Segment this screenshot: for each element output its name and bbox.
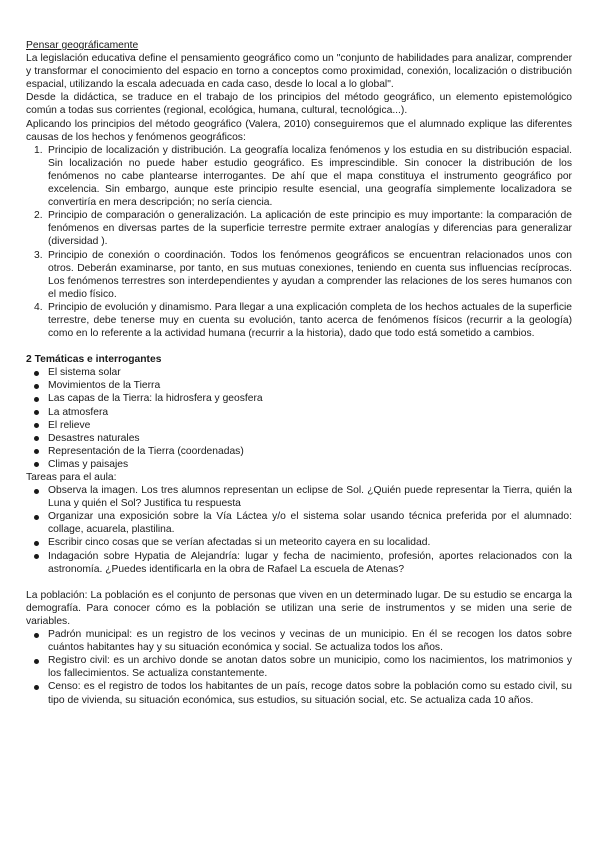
intro-paragraph: La legislación educativa define el pensamiento geográfico como un "conjunto de habilidades para analizar, comprender y transformar el conocimiento del espacio en torno a conceptos como proximidad, conexión, localización o distribución espacial, utilizando la escala adecuada en cada caso, desde lo local a lo global". — [26, 53, 572, 91]
bullet-icon — [34, 659, 39, 664]
bullet-icon — [34, 397, 39, 402]
bullet-icon — [34, 449, 39, 454]
bullet-icon — [34, 515, 39, 520]
bullet-icon — [34, 685, 39, 690]
list-item — [26, 680, 572, 706]
principle-text: Principio de evolución y dinamismo. Para llegar a una explicación completa de los hechos actuales de la superficie terrestre, debe tenerse muy en cuenta su evolución, tanto acerca de fenómenos físicos (recurrir a la geología) como en lo referente a la actividad humana (recurrir a la historia), dado que todo está sometido a cambios. — [48, 301, 572, 340]
list-item — [26, 458, 572, 471]
list-number: 2. — [34, 210, 43, 222]
list-number: 3. — [34, 249, 43, 261]
list-item — [26, 536, 572, 549]
topic-text: Climas y paisajes — [48, 458, 129, 470]
list-item — [26, 654, 572, 680]
topic-text: Movimientos de la Tierra — [48, 380, 161, 392]
population-paragraph: La población: La población es el conjunto de personas que viven en un determinado lugar. De su estudio se encarga la demografía. Para conocer cómo es la población se utilizan una serie de instrumentos y se miden una serie de variables. — [26, 589, 572, 627]
task-text: Indagación sobre Hypatia de Alejandría: lugar y fecha de nacimiento, profesión, aportes relacionados con la astronomía. ¿Puedes identificarla en la obra de Rafael La escuela de Atenas? — [48, 550, 572, 575]
intro-paragraph: Desde la didáctica, se traduce en el trabajo de los principios del método geográfico, un elemento epistemológico común a todas sus corrientes (regional, ecológica, humana, cultural, tecnológica...). — [26, 92, 572, 117]
bullet-icon — [34, 489, 39, 494]
principle-item — [26, 144, 572, 209]
list-item — [26, 392, 572, 405]
tasks-label: Tareas para el aula: — [26, 472, 117, 483]
population-item-text: Censo: es el registro de todos los habitantes de un país, recoge datos sobre la población como su estado civil, su tipo de vivienda, su situación económica, sus estudios, su situación social, etc. Se actualiza cada 10 años. — [48, 681, 572, 706]
list-item — [26, 510, 572, 536]
list-number: 4. — [34, 301, 43, 313]
principle-item — [26, 249, 572, 301]
list-item — [26, 445, 572, 458]
list-item — [26, 484, 572, 510]
section-heading-tematicas: 2 Temáticas e interrogantes — [26, 354, 162, 366]
list-item — [26, 419, 572, 432]
principle-item — [26, 301, 572, 340]
topic-text: La atmosfera — [48, 406, 109, 418]
topic-text: Representación de la Tierra (coordenadas) — [48, 445, 244, 457]
list-item — [26, 366, 572, 379]
bullet-icon — [34, 554, 39, 559]
bullet-icon — [34, 423, 39, 428]
principle-text: Principio de comparación o generalización. La aplicación de este principio es muy importante: la comparación de fenómenos en diversas partes de la superficie terrestre permite extraer analogías y diferencias para generalizar (diversidad ). — [48, 210, 572, 248]
principle-item — [26, 209, 572, 248]
list-number: 1. — [34, 144, 43, 156]
principles-list — [26, 144, 572, 340]
principle-text: Principio de localización y distribución. La geografía localiza fenómenos y los estudia en su distribución espacial. Sin localización no puede haber estudio geográfico. Es imprescindible. Sin conocer la distribución de los fenómenos no cabe plantearse interrogantes. De ahí que el mapa constituya el instrumento geográfico por excelencia. Sin embargo, aunque este principio resulte esencial, una geografía simplemente localizadora se convertiría en mera descripción; no sería ciencia. — [48, 144, 572, 209]
population-item-text: Padrón municipal: es un registro de los vecinos y vecinas de un municipio. En él se recogen los datos sobre cuántos habitantes hay y su situación económica y social. Se actualiza todos los años. — [48, 629, 572, 654]
task-text: Observa la imagen. Los tres alumnos representan un eclipse de Sol. ¿Quién puede representar la Tierra, quién la Luna y quién el Sol? Justifica tu respuesta — [48, 485, 572, 510]
task-text: Escribir cinco cosas que se verían afectadas si un meteorito cayera en su localidad. — [48, 537, 431, 549]
bullet-icon — [34, 541, 39, 546]
list-item — [26, 432, 572, 445]
bullet-icon — [34, 384, 39, 389]
document-body — [26, 39, 572, 707]
bullet-icon — [34, 371, 39, 376]
principle-text: Principio de conexión o coordinación. Todos los fenómenos geográficos se encuentran relacionados unos con otros. Deberán examinarse, por tanto, en sus mutuas conexiones, teniendo en cuenta sus influencias recíprocas. Los fenómenos terrestres son interdependientes y ayudan a comprender las relaciones de los seres humanos con el medio físico. — [48, 249, 572, 300]
topic-text: El sistema solar — [48, 367, 121, 379]
list-item — [26, 550, 572, 576]
topics-list — [26, 366, 572, 471]
intro-paragraph: Aplicando los principios del método geográfico (Valera, 2010) conseguiremos que el alumnado explique las diferentes causas de los hechos y fenómenos geográficos: — [26, 118, 572, 143]
list-item — [26, 628, 572, 654]
topic-text: Desastres naturales — [48, 432, 140, 444]
topic-text: Las capas de la Tierra: la hidrosfera y geosfera — [48, 393, 263, 405]
population-list — [26, 628, 572, 707]
topic-text: El relieve — [48, 419, 91, 431]
list-item — [26, 379, 572, 392]
section-heading-pensar: Pensar geográficamente — [26, 40, 139, 51]
bullet-icon — [34, 410, 39, 415]
spacer — [26, 576, 572, 589]
bullet-icon — [34, 436, 39, 441]
bullet-icon — [34, 633, 39, 638]
list-item — [26, 406, 572, 419]
bullet-icon — [34, 462, 39, 467]
population-item-text: Registro civil: es un archivo donde se anotan datos sobre un municipio, como los nacimientos, los matrimonios y los fallecimientos. Se actualiza constantemente. — [48, 655, 572, 680]
task-text: Organizar una exposición sobre la Vía Láctea y/o el sistema solar usando técnica preferida por el alumnado: collage, acuarela, plastilina. — [48, 511, 572, 536]
tasks-list — [26, 484, 572, 576]
